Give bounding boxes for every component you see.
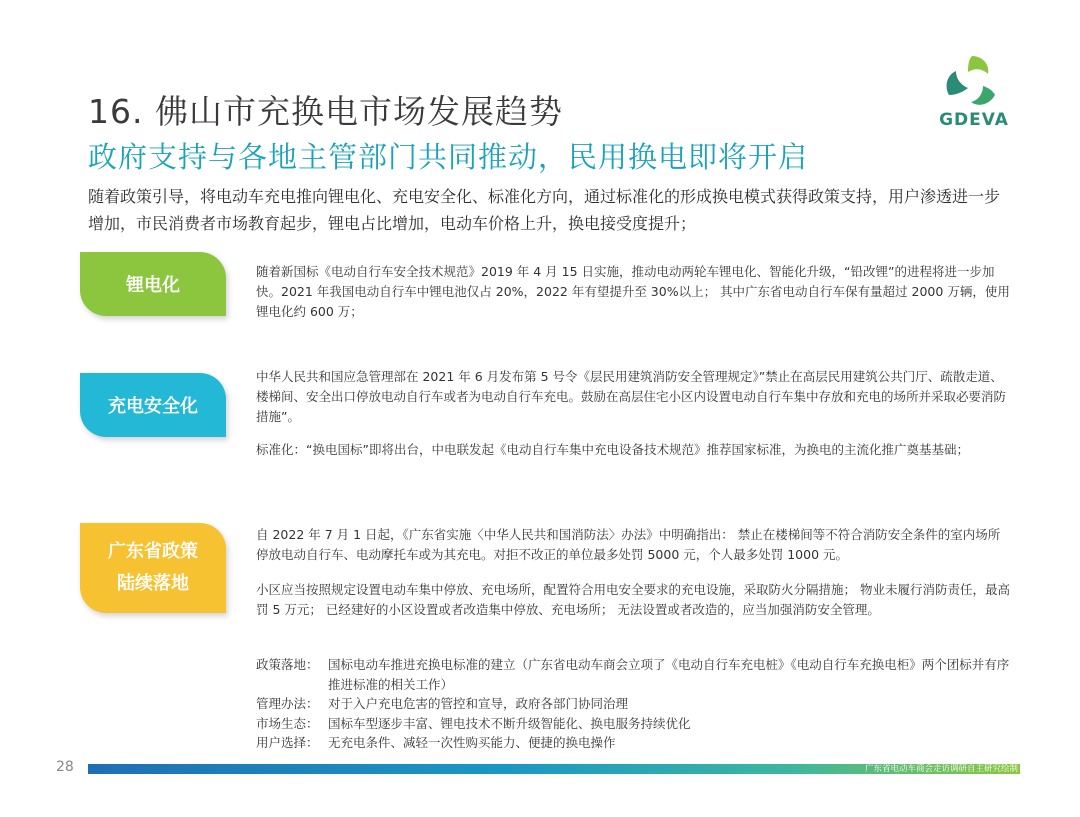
policy-value: 国标车型逐步丰富、锂电技术不断升级智能化、换电服务持续优化 bbox=[328, 715, 691, 731]
section-label-line1: 广东省政策 bbox=[108, 541, 198, 562]
section-safety-paragraph: 中华人民共和国应急管理部在 2021 年 6 月发布第 5 号令《层民用建筑消防安全管理规定》”禁止在高层民用建筑公共门厅、疏散走道、楼梯间、安全出口停放电动自行车或者为电动自行车充电。鼓励在高层住宅小区内设置电动自行车集中存放和充电的场所并采取必要消防措施”。 bbox=[256, 369, 1007, 424]
page-subtitle: 政府支持与各地主管部门共同推动，民用换电即将开启 bbox=[88, 140, 809, 174]
section-label-charging-safety bbox=[80, 373, 226, 437]
page-number: 28 bbox=[56, 759, 74, 775]
policy-key: 用户选择： bbox=[256, 735, 319, 750]
section-label-lithium bbox=[80, 252, 226, 316]
policy-item bbox=[256, 694, 1016, 714]
policy-key: 管理办法： bbox=[256, 696, 319, 711]
policy-value: 对于入户充电危害的管控和宣导，政府各部门协同治理 bbox=[328, 696, 629, 711]
policy-value: 无充电条件、减轻一次性购买能力、便捷的换电操作 bbox=[328, 735, 616, 750]
section-label-guangdong-policy bbox=[80, 523, 226, 613]
footer-source: 广东省电动车商会走访调研自主研究绘制 bbox=[864, 764, 1018, 774]
section-label-line2: 陆续落地 bbox=[117, 573, 189, 594]
policy-value: 国标电动车推进充换电标准的建立（广东省电动车商会立项了《电动自行车充电桩》《电动自行车充换电柜》两个团标并有序推进标准的相关工作） bbox=[328, 657, 1010, 692]
section-label-text: 锂电化 bbox=[126, 275, 180, 296]
section-policy-paragraph-2: 小区应当按照规定设置电动车集中停放、充电场所，配置符合用电安全要求的充电设施，采取防火分隔措施； 物业未履行消防责任，最高罚 5 万元； 已经建好的小区设置或者改造集中停放、充电场所； 无法设置或者改造的，应当加强消防安全管理。 bbox=[256, 582, 1010, 617]
section-lithium-paragraph: 随着新国标《电动自行车安全技术规范》2019 年 4 月 15 日实施，推动电动两轮车锂电化、智能化升级，“铅改锂”的进程将进一步加快。2021 年我国电动自行车中锂电池仅占 20%，2022 年有望提升至 30%以上； 其中广东省电动自行车保有量超过 2000 万辆，使用锂电化约 600 万； bbox=[256, 264, 1010, 319]
section-label-text: 充电安全化 bbox=[108, 396, 198, 417]
policy-item bbox=[256, 655, 1016, 694]
policy-item bbox=[256, 733, 1016, 753]
page-title: 16. 佛山市充换电市场发展趋势 bbox=[88, 92, 563, 131]
section-standard-paragraph: 标准化：“换电国标”即将出台，中电联发起《电动自行车集中充电设备技术规范》推荐国家标准，为换电的主流化推广奠基基础； bbox=[256, 442, 969, 457]
logo-text: GDEVA bbox=[939, 110, 1009, 130]
policy-list bbox=[256, 655, 1016, 753]
policy-item bbox=[256, 714, 1016, 734]
section-policy-paragraph-1: 自 2022 年 7 月 1 日起，《广东省实施〈中华人民共和国消防法〉办法》中明确指出： 禁止在楼梯间等不符合消防安全条件的室内场所停放电动自行车、电动摩托车或为其充电。对拒不改正的单位最多处罚 5000 元，个人最多处罚 1000 元。 bbox=[256, 527, 1001, 562]
policy-key: 市场生态： bbox=[256, 715, 319, 731]
gdeva-logo-icon bbox=[930, 52, 1014, 112]
intro-paragraph: 随着政策引导，将电动车充电推向锂电化、充电安全化、标准化方向，通过标准化的形成换电模式获得政策支持，用户渗透进一步增加，市民消费者市场教育起步，锂电占比增加，电动车价格上升，换电接受度提升； bbox=[88, 187, 1001, 233]
policy-key: 政策落地： bbox=[256, 657, 319, 672]
